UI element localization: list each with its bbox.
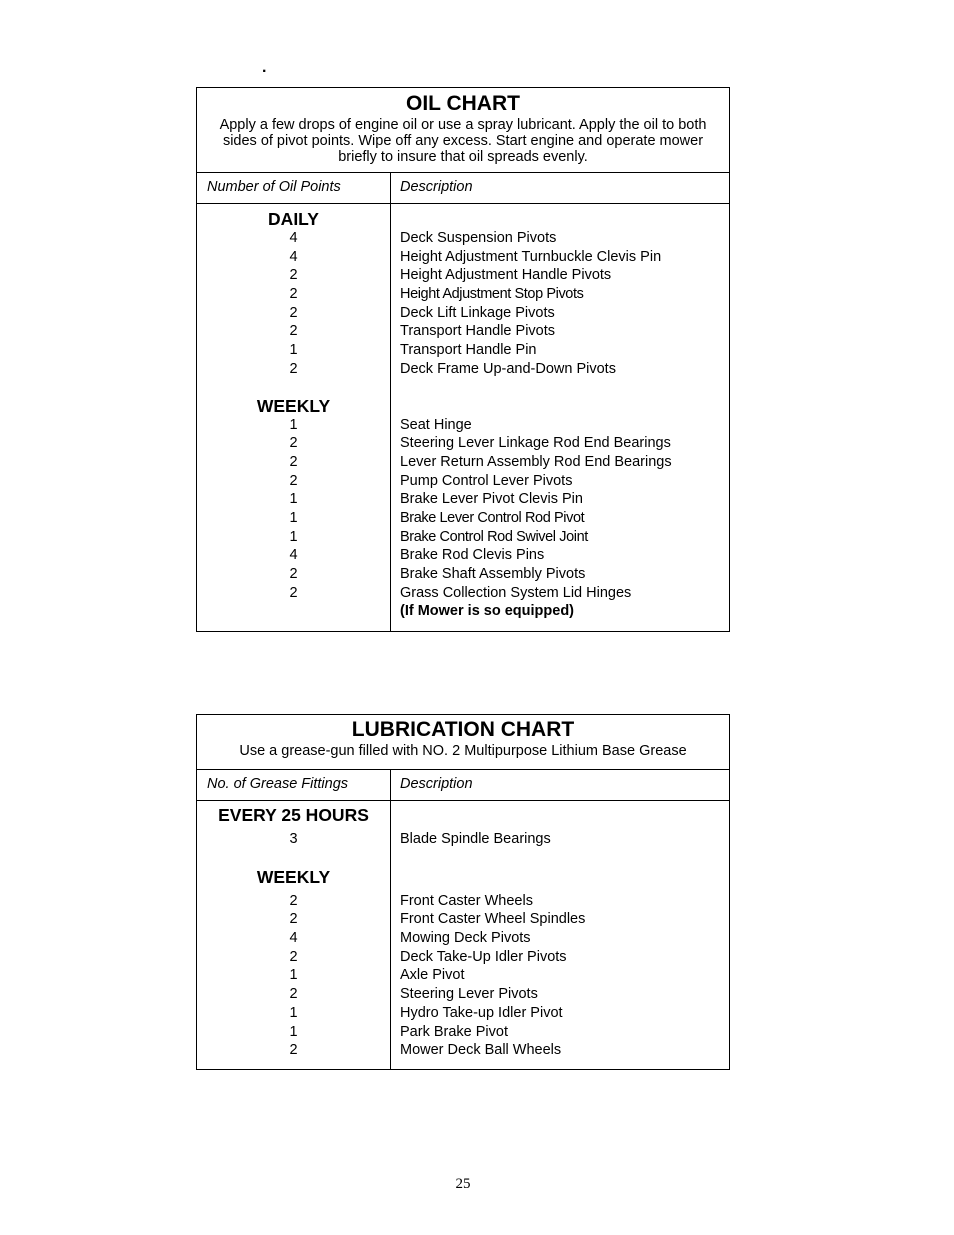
- stray-mark: .: [262, 59, 267, 76]
- table-row: [197, 1041, 729, 1060]
- oil-point-description: Height Adjustment Turnbuckle Clevis Pin: [400, 248, 662, 265]
- oil-chart-intro: Apply a few drops of engine oil or use a spray lubricant. Apply the oil to both sides of pivot points. Wipe off any excess. Start engine and operate mower briefly to insure that oil spreads evenly.: [219, 117, 707, 165]
- table-row: [197, 341, 729, 360]
- oil-chart-column-headers: [197, 173, 729, 204]
- lubrication-chart: [196, 714, 730, 1070]
- oil-point-count: 1: [289, 491, 298, 508]
- table-row: [197, 892, 729, 911]
- table-row: [197, 830, 729, 849]
- oil-point-description: Brake Rod Clevis Pins: [400, 547, 545, 564]
- oil-point-count: 2: [289, 453, 298, 470]
- table-row: [197, 304, 729, 323]
- oil-point-count: 2: [289, 472, 298, 489]
- table-row: [197, 322, 729, 341]
- grease-fitting-count: 2: [289, 948, 298, 965]
- oil-point-description: Brake Shaft Assembly Pivots: [400, 566, 586, 582]
- equipment-note: (If Mower is so equipped): [400, 603, 575, 620]
- lube-group-every-25-hours: [197, 801, 729, 849]
- table-row: [197, 509, 729, 528]
- oil-point-description: Pump Control Lever Pivots: [400, 472, 573, 489]
- table-row: [197, 929, 729, 948]
- table-row: [197, 453, 729, 472]
- oil-chart: [196, 87, 730, 632]
- grease-fitting-count: 2: [289, 911, 298, 928]
- table-row: [197, 1004, 729, 1023]
- oil-point-count: 2: [289, 360, 298, 377]
- grease-fitting-description: Front Caster Wheel Spindles: [400, 911, 586, 928]
- oil-point-description: Brake Lever Control Rod Pivot: [400, 509, 585, 526]
- oil-group-daily: [197, 204, 729, 379]
- table-row: [197, 416, 729, 435]
- table-row: [197, 490, 729, 509]
- grease-fitting-count: 1: [289, 1004, 298, 1021]
- oil-count-column-header: Number of Oil Points: [197, 173, 391, 203]
- grease-fitting-count: 1: [289, 1023, 298, 1040]
- oil-point-description: Deck Frame Up-and-Down Pivots: [400, 360, 616, 377]
- oil-point-count: 2: [289, 286, 298, 303]
- grease-fitting-count: 2: [289, 892, 298, 909]
- table-row: [197, 285, 729, 304]
- table-row: [197, 910, 729, 929]
- oil-chart-title: OIL CHART: [406, 92, 520, 115]
- lubrication-chart-header: [197, 715, 729, 770]
- oil-point-count: 1: [289, 342, 298, 359]
- oil-chart-header: [197, 88, 729, 173]
- oil-point-count: 2: [289, 304, 298, 321]
- table-row: [197, 985, 729, 1004]
- lubrication-chart-body: [197, 801, 729, 1069]
- grease-fitting-count: 2: [289, 986, 298, 1003]
- table-row: [197, 248, 729, 267]
- grease-fitting-description: Hydro Take-up Idler Pivot: [400, 1004, 563, 1021]
- oil-point-description: Transport Handle Pivots: [400, 323, 556, 340]
- oil-point-description: Height Adjustment Handle Pivots: [400, 267, 612, 284]
- lubrication-chart-column-headers: [197, 770, 729, 801]
- grease-fitting-description: Mower Deck Ball Wheels: [400, 1042, 562, 1059]
- oil-point-description: Brake Lever Pivot Clevis Pin: [400, 491, 583, 508]
- grease-fitting-count: 1: [289, 967, 298, 984]
- grease-description-column-header: Description: [400, 776, 473, 792]
- table-row: [197, 546, 729, 565]
- grease-fitting-count: 2: [289, 1042, 298, 1059]
- group-label: WEEKLY: [256, 866, 331, 887]
- grease-fitting-description: Deck Take-Up Idler Pivots: [400, 948, 567, 965]
- oil-point-description: Seat Hinge: [400, 416, 472, 433]
- grease-fitting-description: Steering Lever Pivots: [400, 986, 538, 1003]
- oil-point-count: 2: [289, 584, 298, 601]
- oil-point-count: 1: [289, 528, 298, 545]
- group-label: EVERY 25 HOURS: [218, 805, 369, 825]
- oil-point-description: Transport Handle Pin: [400, 342, 537, 359]
- oil-point-count: 1: [289, 416, 298, 433]
- table-row: [197, 434, 729, 453]
- oil-point-description: Grass Collection System Lid Hinges: [400, 584, 632, 601]
- table-row: [197, 966, 729, 985]
- lubrication-chart-intro: Use a grease-gun filled with NO. 2 Multipurpose Lithium Base Grease: [239, 743, 687, 759]
- table-row: [197, 584, 729, 603]
- grease-fitting-description: Axle Pivot: [400, 967, 465, 984]
- oil-point-description: Steering Lever Linkage Rod End Bearings: [400, 435, 671, 452]
- lubrication-chart-title: LUBRICATION CHART: [351, 718, 575, 741]
- group-label: DAILY: [268, 209, 319, 229]
- grease-fitting-count: 3: [289, 831, 298, 847]
- oil-point-description: Deck Suspension Pivots: [400, 230, 557, 246]
- oil-point-description: Height Adjustment Stop Pivots: [400, 286, 584, 303]
- oil-point-count: 4: [289, 248, 298, 265]
- oil-point-description: Brake Control Rod Swivel Joint: [400, 528, 588, 545]
- table-row: [197, 565, 729, 584]
- oil-point-count: 2: [289, 435, 298, 452]
- oil-point-description: Deck Lift Linkage Pivots: [400, 304, 555, 321]
- group-label: WEEKLY: [256, 395, 331, 416]
- grease-fitting-count: 4: [289, 930, 298, 947]
- grease-fitting-description: Mowing Deck Pivots: [400, 930, 531, 947]
- grease-fitting-description: Park Brake Pivot: [400, 1023, 508, 1040]
- oil-chart-body: [197, 204, 729, 631]
- table-row: [197, 528, 729, 547]
- oil-group-weekly: [197, 379, 729, 622]
- oil-point-count: 1: [289, 509, 298, 526]
- table-row-note: [197, 602, 729, 621]
- lube-group-weekly: [197, 849, 729, 1060]
- oil-point-count: 4: [289, 230, 298, 246]
- oil-point-count: 2: [289, 566, 298, 582]
- oil-point-count: 4: [289, 547, 298, 564]
- oil-description-column-header: Description: [400, 179, 473, 195]
- grease-fitting-description: Front Caster Wheels: [400, 892, 533, 909]
- oil-point-count: 2: [289, 267, 298, 284]
- table-row: [197, 266, 729, 285]
- table-row: [197, 1023, 729, 1042]
- grease-fitting-description: Blade Spindle Bearings: [400, 831, 551, 847]
- oil-point-count: 2: [289, 323, 298, 340]
- grease-count-column-header: No. of Grease Fittings: [197, 770, 391, 800]
- table-row: [197, 360, 729, 379]
- page-number: 25: [455, 1176, 471, 1192]
- table-row: [197, 472, 729, 491]
- table-row: [197, 948, 729, 967]
- table-row: [197, 229, 729, 248]
- oil-point-description: Lever Return Assembly Rod End Bearings: [400, 453, 672, 470]
